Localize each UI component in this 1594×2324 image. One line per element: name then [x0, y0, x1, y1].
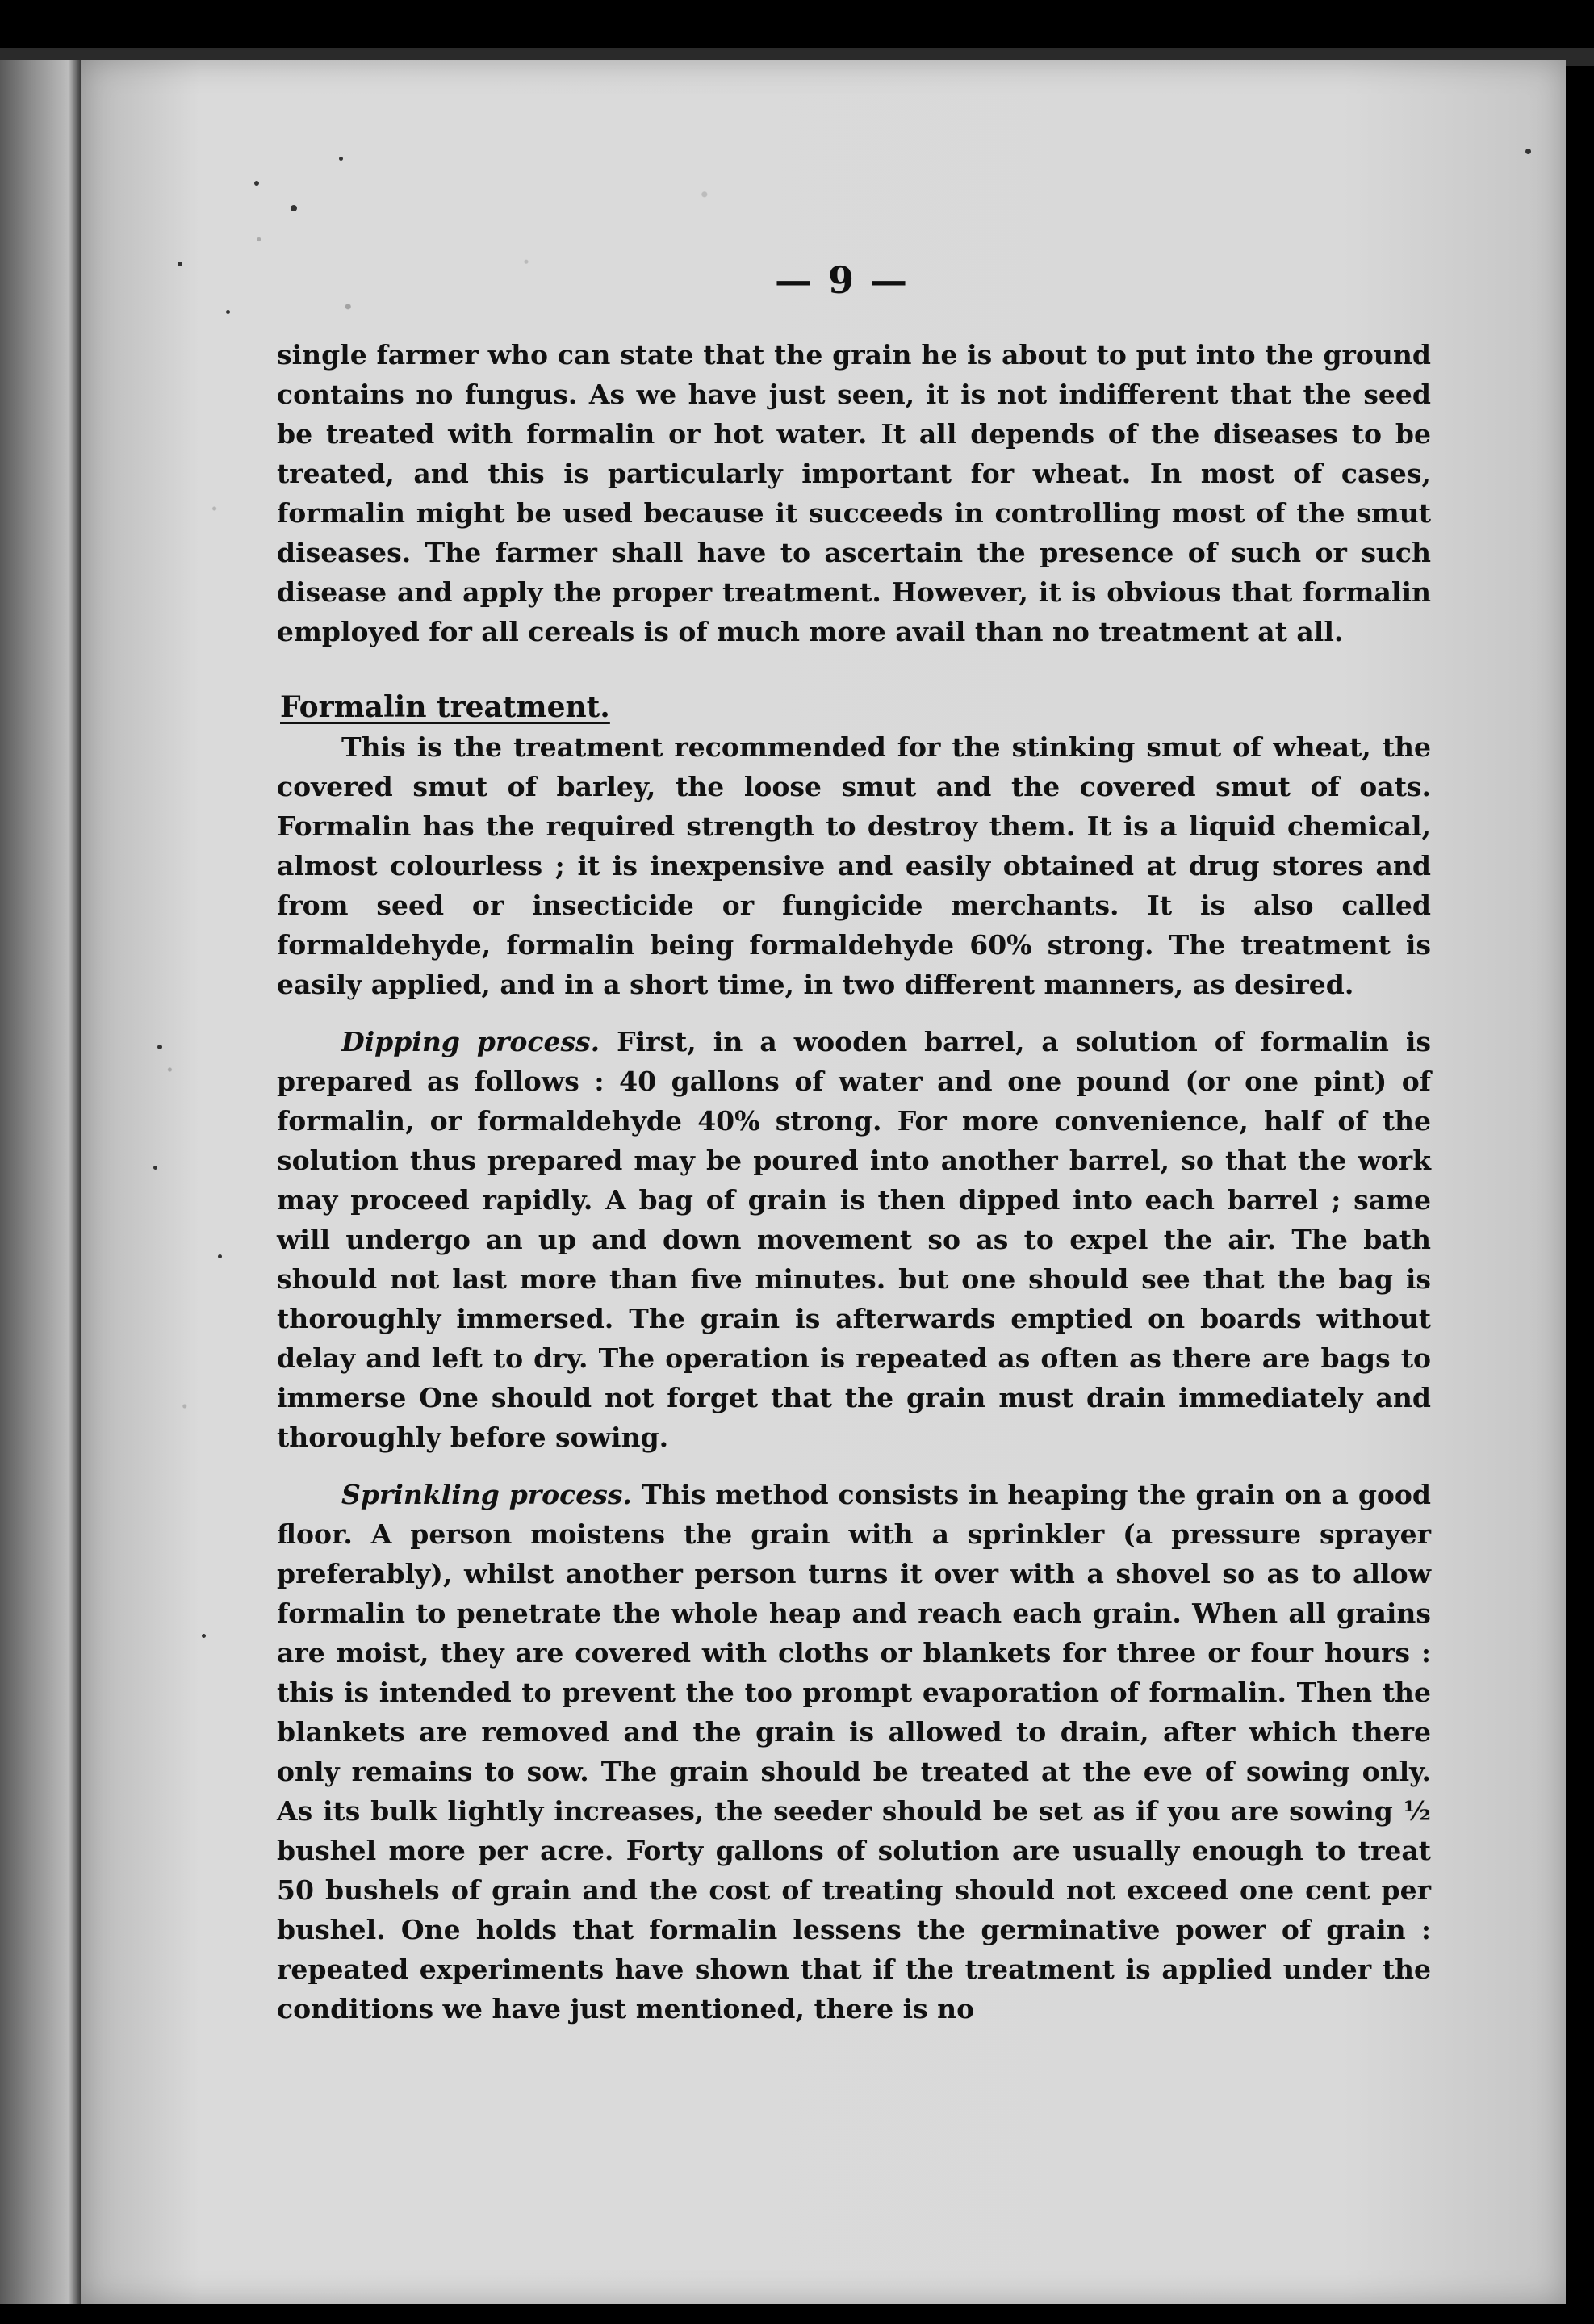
print-speck	[202, 1634, 206, 1638]
dipping-text: First, in a wooden barrel, a solution of formalin is prepared as follows : 40 gallons of water and one pound (or one pint) of formalin, or formaldehyde 40% strong. For more convenience, half of the solution thus prepared may be poured into another barrel, so that the work may proceed rapidly. A bag of grain is then dipped into each barrel ; same will undergo an up and down movement so as to expel the air. The bath should not last more than five minutes. but one should see that the bag is thoroughly immersed. The grain is afterwards emptied on boards without delay and left to dry. The operation is repeated as often as there are bags to immerse One should not forget that the grain must drain immediately and thoroughly before sowing.	[277, 1026, 1431, 1453]
section-heading: Formalin treatment.	[280, 690, 610, 724]
sprinkling-text: This method consists in heaping the grain on a good floor. A person moistens the grain with a sprinkler (a pressure sprayer preferably), whilst another person turns it over with a shovel so as to allow formalin to penetrate the whole heap and reach each grain. When all grains are moist, they are covered with cloths or blankets for three or four hours : this is intended to prevent the too prompt evaporation of formalin. Then the blankets are removed and the grain is allowed to drain, after which there only remains to sow. The grain should be treated at the eve of sowing only. As its bulk lightly increases, the seeder should be set as if you are sowing ½ bushel more per acre. Forty gallons of solution are usually enough to treat 50 bushels of grain and the cost of treating should not exceed one cent per bushel. One holds that formalin lessens the germinative power of grain : repeated experiments have shown that if the treatment is applied under the conditions we have just mentioned, there is no	[277, 1479, 1431, 2025]
print-speck	[157, 1045, 162, 1049]
print-speck	[153, 1166, 157, 1170]
document-body	[277, 335, 1431, 2046]
print-speck	[226, 310, 230, 314]
dipping-paragraph	[277, 1022, 1431, 1457]
intro-paragraph: single farmer who can state that the grain he is about to put into the ground contains no fungus. As we have just seen, it is not indifferent that the seed be treated with formalin or hot water. It all depends of the diseases to be treated, and this is particularly important for wheat. In most of cases, formalin might be used because it succeeds in controlling most of the smut diseases. The farmer shall have to ascertain the presence of such or such disease and apply the proper treatment. However, it is obvious that formalin employed for all cereals is of much more avail than no treatment at all.	[277, 339, 1431, 647]
dipping-lead: Dipping process.	[341, 1026, 600, 1057]
scan-left-margin	[0, 60, 81, 2304]
print-speck	[254, 181, 259, 186]
print-speck	[339, 157, 343, 161]
print-speck	[1525, 149, 1531, 154]
print-speck	[218, 1254, 222, 1258]
print-speck	[178, 262, 182, 266]
formalin-paragraph: This is the treatment recommended for the stinking smut of wheat, the covered smut of barley, the loose smut and the covered smut of oats. Formalin has the required strength to destroy them. It is a liquid chemical, almost colourless ; it is inexpensive and easily obtained at drug stores and from seed or insecticide or fungicide merchants. It is also called formaldehyde, formalin being formaldehyde 60% strong. The treatment is easily applied, and in a short time, in two different manners, as desired.	[277, 731, 1431, 1000]
sprinkling-lead: Sprinkling process.	[341, 1479, 632, 1510]
page-number: — 9 —	[775, 258, 910, 302]
print-speck	[291, 205, 297, 211]
sprinkling-paragraph	[277, 1475, 1431, 2029]
